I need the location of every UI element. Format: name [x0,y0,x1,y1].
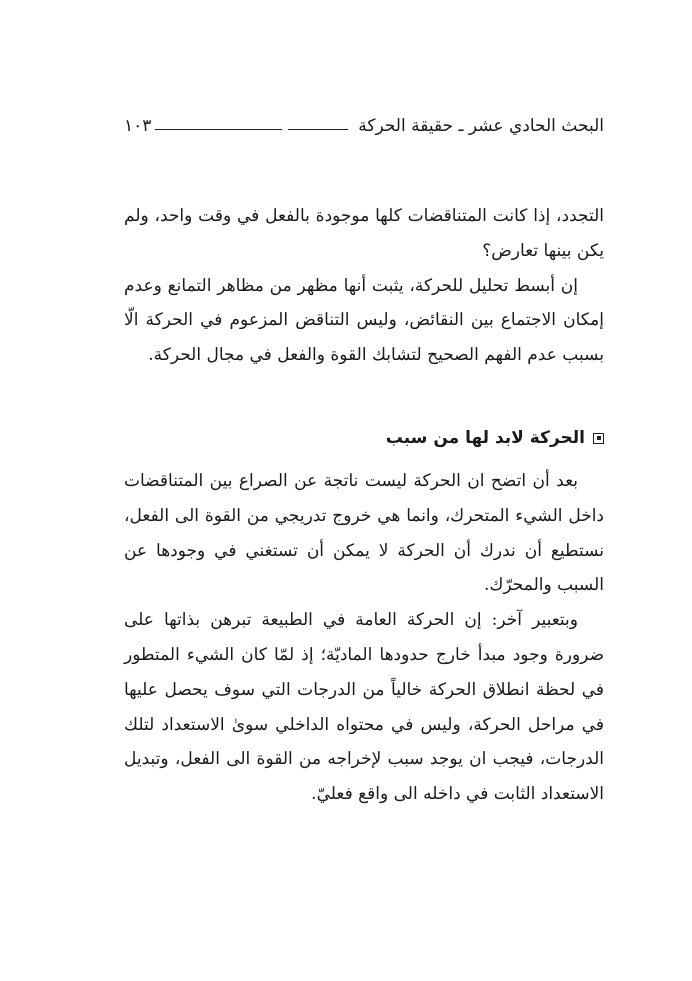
paragraph: التجدد، إذا كانت المتناقضات كلها موجودة بالفعل في وقت واحد، ولم يكن بينها تعارض؟ [124,206,604,261]
running-header-title: البحث الحادي عشر ـ حقيقة الحركة [358,116,604,136]
body-text-section [124,464,604,812]
paragraph: إن أبسط تحليل للحركة، يثبت أنها مظهر من مظاهر التمانع وعدم إمكان الاجتماع بين النقائض، وليس التناقض المزعوم في الحركة الّا بسبب عدم الفهم الصحيح لتشابك القوة والفعل في مجال الحركة. [124,275,604,366]
section-heading [124,428,604,448]
header-rule-long [155,129,282,130]
paragraph: وبتعبير آخر: إن الحركة العامة في الطبيعة تبرهن بذاتها على ضرورة وجود مبدأ خارج حدودها الماديّة؛ إذ لمّا كان الشيء المتطور في لحظة انطلاق الحركة خالياً من الدرجات التي سوف يحصل عليها في مراحل الحركة، وليس في محتواه الداخلي سوىٰ الاستعداد لتلك الدرجات، فيجب ان يوجد سبب لإخراجه من القوة الى الفعل، وتبديل الاستعداد الثابت في داخله الى واقع فعليّ. [124,610,604,805]
section-heading-text: الحركة لابد لها من سبب [385,428,585,448]
running-header [124,113,604,139]
header-rule-short [288,129,348,130]
paragraph: بعد أن اتضح ان الحركة ليست ناتجة عن الصراع بين المتناقضات داخل الشيء المتحرك، وانما هي خروج تدريجي من القوة الى الفعل، نستطيع أن ندرك أن الحركة لا يمكن أن تستغني في وجودها عن السبب والمحرّك. [124,471,604,596]
page-number: ١٠٣ [124,116,152,136]
square-bullet-icon [593,433,604,444]
body-text-top [124,199,604,373]
